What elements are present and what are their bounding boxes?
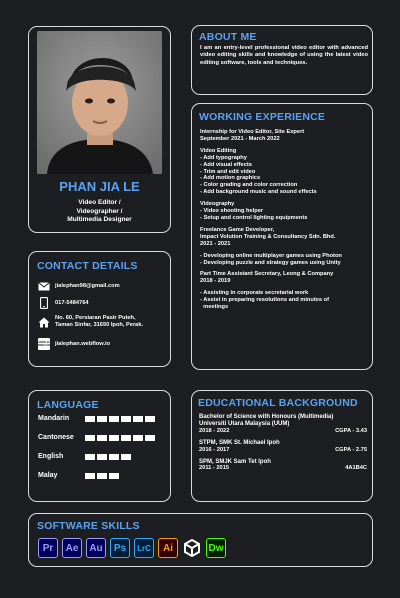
- language-level-bars: [85, 473, 121, 479]
- experience-line: - Developing online multiplayer games using Photon: [200, 252, 342, 259]
- language-name: Malay: [38, 472, 58, 479]
- about-heading: ABOUT ME: [199, 31, 257, 43]
- audition-icon: Au: [86, 538, 106, 558]
- language-level-bar: [97, 473, 107, 479]
- profile-role: [29, 199, 170, 225]
- experience-line: meetings: [200, 304, 229, 311]
- education-meta-row: [199, 465, 367, 472]
- experience-line: Video Editing: [200, 147, 237, 154]
- contact-website[interactable]: jialephan.webflow.io: [55, 340, 111, 347]
- unity-icon: [182, 538, 202, 558]
- language-level-bar: [109, 416, 119, 422]
- address-line: Taman Sinfar, 31650 Ipoh, Perak.: [55, 322, 144, 328]
- education-meta-row: [199, 447, 367, 454]
- mail-icon: [38, 280, 50, 292]
- experience-heading: WORKING EXPERIENCE: [199, 111, 326, 123]
- education-title: Bachelor of Science with Honours (Multimedia): [199, 414, 334, 420]
- language-level-bar: [121, 416, 131, 422]
- experience-line: - Video shooting helper: [200, 208, 264, 215]
- illustrator-icon: Ai: [158, 538, 178, 558]
- contact-email: jialephan98@gmail.com: [55, 282, 120, 289]
- role-line: Videographer /: [76, 207, 123, 215]
- experience-line: - Assisting in corporate secretarial work: [200, 290, 309, 297]
- experience-line: - Add typography: [200, 154, 247, 161]
- contact-address-row: [38, 315, 143, 329]
- profile-name: PHAN JIA LE: [59, 179, 140, 194]
- education-heading: EDUCATIONAL BACKGROUND: [198, 397, 358, 409]
- role-line: Multimedia Designer: [67, 216, 132, 223]
- language-level-bar: [121, 435, 131, 441]
- language-level-bars: [85, 416, 157, 422]
- contact-address: [55, 315, 143, 329]
- experience-block: [200, 148, 370, 196]
- after-effects-icon: Ae: [62, 538, 82, 558]
- language-level-bars: [85, 454, 133, 460]
- premiere-pro-icon: Pr: [38, 538, 58, 558]
- experience-line: Impact Volution Training & Consultancy Sdn. Bhd.: [200, 233, 336, 240]
- education-entry: [199, 440, 367, 454]
- language-level-bar: [97, 416, 107, 422]
- language-heading: LANGUAGE: [37, 399, 99, 411]
- experience-line: - Setup and control lighting equipments: [200, 214, 308, 221]
- education-card: [191, 390, 373, 502]
- experience-line: - Assist in preparing resolutions and minutes of: [200, 297, 330, 304]
- experience-line: - Add visual effects: [200, 161, 252, 168]
- profile-photo: [37, 31, 162, 174]
- experience-card: [191, 103, 373, 370]
- language-level-bar: [85, 435, 95, 441]
- education-title: SPM, SMJK Sam Tet Ipoh: [199, 458, 271, 465]
- education-grade: CGPA - 2.75: [335, 446, 367, 453]
- photoshop-icon: Ps: [110, 538, 130, 558]
- address-line: No. 60, Persiaran Pasir Puteh,: [55, 315, 136, 321]
- webflow-icon: [38, 338, 50, 350]
- language-name: Mandarin: [38, 415, 70, 422]
- contact-phone-row[interactable]: [38, 297, 89, 309]
- contact-phone: 017-5484764: [55, 299, 89, 306]
- education-list: [199, 414, 367, 477]
- experience-line: Internship for Video Editor, Site Expert: [200, 129, 305, 135]
- language-level-bar: [97, 454, 107, 460]
- education-entry: [199, 459, 367, 473]
- language-row: [38, 415, 157, 422]
- education-grade: CGPA - 3.43: [335, 427, 367, 434]
- language-level-bar: [109, 473, 119, 479]
- experience-list: [200, 129, 370, 316]
- language-row: [38, 453, 133, 460]
- experience-line: - Trim and edit video: [200, 168, 256, 175]
- language-row: [38, 434, 157, 441]
- experience-line: 2018 - 2019: [200, 278, 231, 285]
- education-grade: 4A1B4C: [345, 465, 367, 472]
- education-meta-row: [199, 428, 367, 435]
- education-years: 2018 - 2022: [199, 427, 230, 434]
- language-level-bar: [133, 416, 143, 422]
- language-level-bar: [109, 435, 119, 441]
- dreamweaver-icon: Dw: [206, 538, 226, 558]
- software-app-list: [38, 538, 230, 558]
- webflow-badge: MADE IN WEBFLOW: [38, 338, 50, 350]
- phone-icon: [38, 297, 50, 309]
- language-name: Cantonese: [38, 434, 74, 441]
- software-heading: SOFTWARE SKILLS: [37, 520, 140, 532]
- experience-line: - Add motion graphics: [200, 175, 261, 182]
- education-title: Universiti Utara Malaysia (UUM): [199, 420, 290, 427]
- role-line: Video Editor /: [78, 199, 121, 206]
- experience-block: [200, 129, 370, 143]
- contact-heading: CONTACT DETAILS: [37, 260, 138, 272]
- experience-line: - Color grading and color correction: [200, 182, 298, 189]
- experience-line: - Add background music and sound effects: [200, 189, 317, 196]
- education-years: 2011 - 2015: [199, 465, 230, 472]
- language-level-bars: [85, 435, 157, 441]
- experience-line: 2021 - 2021: [200, 240, 231, 247]
- experience-block: [200, 201, 370, 222]
- experience-line: Freelance Game Developer,: [200, 226, 275, 233]
- experience-line: September 2021 - March 2022: [200, 135, 280, 142]
- language-row: [38, 472, 121, 479]
- contact-website-row[interactable]: [38, 338, 110, 350]
- about-card: [191, 25, 373, 95]
- language-level-bar: [97, 435, 107, 441]
- about-text: I am an entry-level professional video editor with advanced video editing skills and knowledge of using the latest video editing software, tools and techniques.: [200, 45, 368, 66]
- contact-card: [28, 251, 171, 367]
- profile-card: [28, 26, 171, 233]
- experience-block: [200, 290, 370, 311]
- language-level-bar: [145, 416, 155, 422]
- language-card: [28, 390, 171, 502]
- education-title: STPM, SMK St. Michael Ipoh: [199, 439, 280, 446]
- experience-line: Part Time Assistant Secretary, Leong & Company: [200, 271, 334, 278]
- language-name: English: [38, 453, 64, 460]
- contact-email-row[interactable]: [38, 280, 120, 292]
- experience-block: [200, 227, 370, 248]
- language-level-bar: [85, 416, 95, 422]
- experience-block: [200, 253, 370, 267]
- experience-line: Videography: [200, 201, 235, 208]
- language-level-bar: [109, 454, 119, 460]
- language-level-bar: [85, 454, 95, 460]
- language-level-bar: [121, 454, 131, 460]
- experience-block: [200, 271, 370, 285]
- education-years: 2016 - 2017: [199, 446, 230, 453]
- software-card: [28, 513, 373, 567]
- language-level-bar: [85, 473, 95, 479]
- experience-line: - Developing puzzle and strategy games using Unity: [200, 259, 341, 266]
- home-icon: [38, 316, 50, 328]
- lightroom-classic-icon: LrC: [134, 538, 154, 558]
- language-level-bar: [133, 435, 143, 441]
- language-level-bar: [145, 435, 155, 441]
- education-entry: [199, 414, 367, 435]
